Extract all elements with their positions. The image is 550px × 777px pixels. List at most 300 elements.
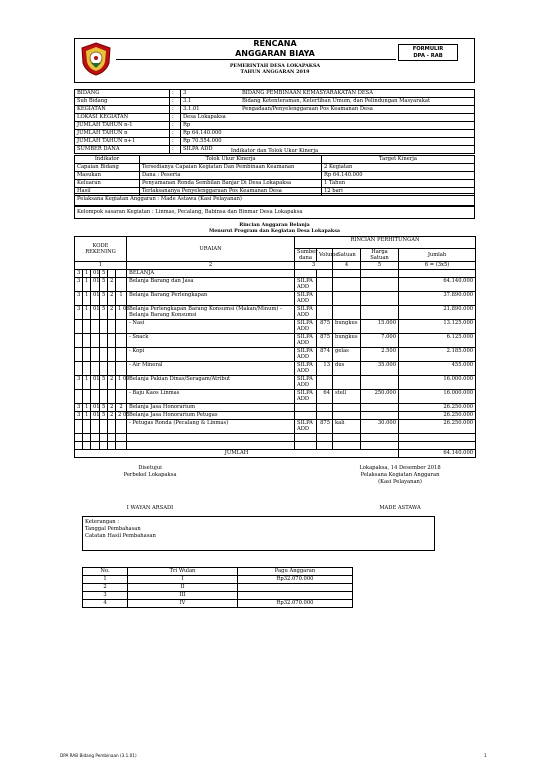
info-label: BIDANG [75,90,170,98]
kode-cell [75,348,83,362]
jumlah-cell: 64.140.000 [399,278,476,292]
empty-cell [108,442,116,450]
kode-cell: 2 [108,278,116,292]
indicator-row [75,172,475,180]
uraian-cell: Belanja Jasa Honorarium Petugas [127,412,295,420]
kode-cell [75,320,83,334]
volume-cell [317,376,333,390]
indicator-cell: 12 bari [322,188,475,196]
indicator-col-header: Tolok Ukur Kinerja [140,156,322,164]
document-title [0,39,550,59]
quarter-col-header: No. [83,568,128,576]
info-separator: : [170,130,181,138]
harga-cell: 30.000 [361,420,399,434]
title-divider [116,59,396,60]
blank-row [75,434,476,442]
indicator-row [75,164,475,172]
kode-cell [91,334,100,348]
uraian-cell: Belanja Jasa Honorarium [127,404,295,412]
volume-cell: 875 [317,420,333,434]
uraian-cell: - Petugas Ronda (Pecalang & Linmas) [127,420,295,434]
quarter-row [83,600,353,608]
kode-cell [116,420,127,434]
satuan-cell [333,412,361,420]
empty-cell [75,442,83,450]
notes-box [82,516,435,551]
harga-cell [361,278,399,292]
uraian-cell: - Snack [127,334,295,348]
info-value [240,114,475,122]
satuan-cell: bungkus [333,320,361,334]
indicator-cell: Terlaksananya Penyelenggaraan Pos Keamanan Desa [140,188,322,196]
empty-cell [399,442,476,450]
kode-cell [83,420,91,434]
info-value [240,138,475,146]
satuan-cell: dus [333,362,361,376]
quarter-cell: Rp32.070.000 [238,576,353,584]
quarter-cell [238,592,353,600]
kode-cell [75,334,83,348]
title-line-1: RENCANA [253,39,297,48]
volume-cell: 13 [317,362,333,376]
quarter-cell: IV [128,600,238,608]
kode-cell: 3 [75,270,83,278]
kode-cell: 01 [91,376,100,390]
note-line: Tanggal Pembahasan [85,526,141,532]
kode-cell: 2 [108,404,116,412]
harga-cell [361,412,399,420]
info-separator: : [170,146,181,154]
pelaksana-box [74,193,475,206]
empty-cell [100,442,108,450]
kode-cell: 3 [75,292,83,306]
empty-cell [333,442,361,450]
header-volume: Volume [317,249,333,262]
kode-cell [116,278,127,292]
uraian-cell: Belanja Perlengkapan Barang Konsumsi (Makan/Minum) - Belanja Barang Konsumsi [127,306,295,320]
volume-cell [317,412,333,420]
jumlah-cell: 455.000 [399,362,476,376]
info-row [75,122,475,130]
empty-cell [127,442,295,450]
empty-cell [317,434,333,442]
kode-cell: 3 [75,306,83,320]
jumlah-cell: 2.185.000 [399,348,476,362]
info-code: Rp 64.140.000 [181,130,241,138]
indicator-cell: Penyamanan Ronda Sembilan Banjar Di Desa Lokapaksa [140,180,322,188]
sumber-dana-cell [295,270,317,278]
title-line-2: ANGGARAN BIAYA [235,49,315,58]
empty-cell [91,442,100,450]
uraian-cell: Belanja Barang Perlengkapan [127,292,295,306]
budget-row [75,292,476,306]
satuan-cell [333,270,361,278]
jumlah-cell: 37.890.000 [399,292,476,306]
jumlah-cell: 26.250.000 [399,404,476,412]
kode-cell [83,320,91,334]
sumber-dana-cell: SILPA ADD [295,320,317,334]
indicator-cell: Hasil [75,188,140,196]
info-label: LOKASI KEGIATAN [75,114,170,122]
info-code: Desa Lokapaksa [181,114,241,122]
kelompok-text: Kelompok sasaran Kegiatan : Linmas, Pecalang, Babinsa dan Binmar Desa Lokapaksa [77,209,303,215]
kode-cell: 5 [100,306,108,320]
uraian-cell: Belanja Pakian Dinas/Seragam/Atribut [127,376,295,390]
info-row [75,106,475,114]
executor-name: MADE ASTAWA [379,505,421,511]
budget-row [75,334,476,348]
kode-cell [100,348,108,362]
budget-row [75,320,476,334]
kode-cell [100,320,108,334]
activity-info-table [74,89,475,154]
empty-cell [127,434,295,442]
quarter-cell: 2 [83,584,128,592]
kode-cell: 01 [91,404,100,412]
kode-cell [75,362,83,376]
sumber-dana-cell: SILPA ADD [295,334,317,348]
info-code: 3.1.01 [181,106,241,114]
quarter-col-header: Tri Wulan [128,568,238,576]
header-kode-rekening: KODE REKENING [75,237,127,262]
empty-cell [361,434,399,442]
info-code: 3 [181,90,241,98]
info-label: KEGIATAN [75,106,170,114]
quarter-cell: III [128,592,238,600]
executor-block: Lokapaksa, 14 Desember 2018 Pelaksana Kegiatan Anggaran (Kasi Pelayanan) [359,465,441,485]
empty-cell [100,434,108,442]
sumber-dana-cell: SILPA ADD [295,348,317,362]
empty-cell [91,434,100,442]
kode-cell: 01 [91,412,100,420]
kode-cell: 5 [100,278,108,292]
harga-cell: 250.000 [361,390,399,404]
empty-cell [116,442,127,450]
quarter-row [83,576,353,584]
info-row [75,114,475,122]
form-code-box: FORMULIR DPA - RAB [398,44,458,61]
indicator-cell: Rp 64.140.000 [322,172,475,180]
indicator-cell: Keluaran [75,180,140,188]
kode-cell: 3 [75,376,83,390]
kode-cell [83,390,91,404]
sumber-dana-cell: SILPA ADD [295,420,317,434]
info-separator: : [170,90,181,98]
kode-cell [108,362,116,376]
budget-row [75,306,476,320]
jumlah-cell [399,270,476,278]
sumber-dana-cell: SILPA ADD [295,306,317,320]
kode-cell: 1 09 [116,376,127,390]
kode-cell: 1 06 [116,306,127,320]
indicator-cell: 2 Kegiatan [322,164,475,172]
harga-cell [361,376,399,390]
kode-cell [83,334,91,348]
volume-cell [317,270,333,278]
kode-cell: 5 [100,404,108,412]
kode-cell [100,334,108,348]
kode-cell: 01 [91,306,100,320]
numrow-uraian: 2 [127,262,295,270]
info-row [75,138,475,146]
empty-cell [399,434,476,442]
pelaksana-text: Pelaksana Kegiatan Anggaran : Made Astawa (Kasi Pelayanan) [77,196,242,202]
harga-cell [361,404,399,412]
budget-row [75,376,476,390]
kode-cell: 1 [83,376,91,390]
quarter-cell: I [128,576,238,584]
total-row [75,450,476,458]
kode-cell [91,390,100,404]
satuan-cell: gelas [333,348,361,362]
header-jumlah: Jumlah [399,249,476,262]
volume-cell [317,306,333,320]
kode-cell [83,348,91,362]
quarter-cell: 3 [83,592,128,600]
kode-cell [116,270,127,278]
header-sumber-dana: Sumber dana [295,249,317,262]
kode-cell: 1 [83,270,91,278]
kode-cell: 3 [75,278,83,292]
numrow-satuan: 4 [333,262,361,270]
kode-cell: 2 [108,376,116,390]
info-value: BIDANG PEMBINAAN KEMASYARAKATAN DESA [240,90,475,98]
info-label: Sub Bidang [75,98,170,106]
subtitle: PEMERINTAH DESA LOKAPAKSA TAHUN ANGGARAN 2019 [229,63,321,75]
indicator-cell: Capaian Bidang [75,164,140,172]
satuan-cell [333,278,361,292]
header-rincian: RINCIAN PERHITUNGAN [295,237,476,249]
budget-row [75,404,476,412]
budget-row [75,348,476,362]
kelompok-box [74,206,475,219]
info-row [75,130,475,138]
info-code: Rp [181,122,241,130]
kode-cell: 1 [83,278,91,292]
sumber-dana-cell: SILPA ADD [295,292,317,306]
info-value [240,122,475,130]
kode-cell: 1 [83,306,91,320]
sumber-dana-cell: SILPA ADD [295,278,317,292]
satuan-cell [333,376,361,390]
uraian-cell: - Kopi [127,348,295,362]
uraian-cell: - Air Mineral [127,362,295,376]
kode-cell [108,270,116,278]
uraian-cell: - Nasi [127,320,295,334]
numrow-volume: 3 [295,262,333,270]
uraian-cell: Belanja Barang dan Jasa [127,278,295,292]
kode-cell [91,362,100,376]
indicator-cell: Tersedianya Capaian Kegiatan Dan Pembinaan Keamanan [140,164,322,172]
harga-cell [361,292,399,306]
kode-cell [91,320,100,334]
kode-cell: 1 [116,292,127,306]
kode-cell [116,348,127,362]
header-satuan: Satuan [333,249,361,262]
approver-name: I WAYAN ARSADI [126,505,174,511]
kode-cell: 5 [100,292,108,306]
satuan-cell: kali [333,420,361,434]
volume-cell: 64 [317,390,333,404]
kode-cell: 2 [116,404,127,412]
numrow-kode: 1 [75,262,127,270]
numrow-harga: 5 [361,262,399,270]
empty-cell [108,434,116,442]
budget-row [75,390,476,404]
quarter-cell: 1 [83,576,128,584]
quarter-cell: II [128,584,238,592]
quarter-table [82,567,353,608]
indicator-table [74,155,475,196]
uraian-cell: - Baju Kaos Linmas [127,390,295,404]
kode-cell: 2 [108,306,116,320]
info-code: SILPA ADD [181,146,241,154]
empty-cell [295,434,317,442]
kode-cell [116,320,127,334]
info-code: Rp 70.554.000 [181,138,241,146]
volume-cell: 875 [317,320,333,334]
info-row [75,90,475,98]
kode-cell: 5 [100,412,108,420]
harga-cell [361,306,399,320]
jumlah-cell: 16.000.000 [399,376,476,390]
quarter-cell [238,584,353,592]
kode-cell: 01 [91,270,100,278]
sumber-dana-cell [295,412,317,420]
sumber-dana-cell: SILPA ADD [295,362,317,376]
kode-cell [100,420,108,434]
jumlah-cell: 26.250.000 [399,420,476,434]
blank-row [75,442,476,450]
volume-cell: 875 [317,334,333,348]
info-separator: : [170,122,181,130]
info-code: 3.1 [181,98,241,106]
kode-cell [75,420,83,434]
kode-cell: 2 05 [116,412,127,420]
kode-cell [100,362,108,376]
empty-cell [83,442,91,450]
kode-cell: 01 [91,278,100,292]
satuan-cell: bungkus [333,334,361,348]
satuan-cell [333,404,361,412]
page-number: 1 [484,753,487,758]
info-row [75,98,475,106]
quarter-cell: 4 [83,600,128,608]
kode-cell [108,320,116,334]
satuan-cell: stell [333,390,361,404]
info-separator: : [170,106,181,114]
jumlah-cell: 21.890.000 [399,306,476,320]
volume-cell [317,278,333,292]
sumber-dana-cell: SILPA ADD [295,390,317,404]
numrow-jumlah: 6 = (3x5) [399,262,476,270]
kode-cell [100,390,108,404]
volume-cell [317,292,333,306]
total-label: JUMLAH [75,450,399,458]
kode-cell: 1 [83,412,91,420]
harga-cell [361,270,399,278]
footer-left-text: DPA RAB Bidang Pembinaan (3.1.01) [60,753,137,758]
quarter-row [83,592,353,600]
header-uraian: URAIAN [127,237,295,262]
kode-cell: 01 [91,292,100,306]
sumber-dana-cell [295,404,317,412]
indicator-heading: Indikator dan Tolok Ukur Kinerja [230,148,319,154]
satuan-cell [333,292,361,306]
indicator-cell: 1 Tahun [322,180,475,188]
indicator-col-header: Target Kinerja [322,156,475,164]
info-label: JUMLAH TAHUN n-1 [75,122,170,130]
quarter-row [83,584,353,592]
jumlah-cell: 26.250.000 [399,412,476,420]
budget-table [74,236,476,458]
total-value: 64.140.000 [399,450,476,458]
volume-cell [317,404,333,412]
budget-row [75,362,476,376]
kode-cell [108,390,116,404]
info-label: JUMLAH TAHUN n [75,130,170,138]
info-value: Bidang Ketenteraman, Ketertiban Umum, dan Pelindungan Masyarakat [240,98,475,106]
jumlah-cell: 6.125.000 [399,334,476,348]
harga-cell: 35.000 [361,362,399,376]
info-separator: : [170,98,181,106]
empty-cell [116,434,127,442]
kode-cell [108,420,116,434]
empty-cell [317,442,333,450]
kode-cell: 3 [75,404,83,412]
harga-cell: 15.000 [361,320,399,334]
harga-cell: 2.500 [361,348,399,362]
kode-cell [108,348,116,362]
note-line: Keterangan : [85,519,120,525]
quarter-cell: Rp32.070.000 [238,600,353,608]
kode-cell [91,420,100,434]
approver-block: Disetujui Perbekel Lokapaksa [123,465,177,478]
budget-row [75,270,476,278]
empty-cell [295,442,317,450]
info-value [240,130,475,138]
quarter-col-header: Pagu Anggaran [238,568,353,576]
volume-cell: 874 [317,348,333,362]
rincian-title: Rincian Anggaran Belanja Menurut Program dan Kegiatan Desa Lokapaksa [208,222,341,234]
header-harga-satuan: Harga Satuan [361,249,399,262]
kode-cell: 1 [83,404,91,412]
empty-cell [333,434,361,442]
kode-cell: 5 [100,376,108,390]
satuan-cell [333,306,361,320]
harga-cell: 7.000 [361,334,399,348]
kode-cell: 1 [83,292,91,306]
kode-cell [91,348,100,362]
indicator-cell: Masukan [75,172,140,180]
empty-cell [83,434,91,442]
empty-cell [361,442,399,450]
empty-cell [75,434,83,442]
indicator-cell: Dana : Peserta [140,172,322,180]
jumlah-cell: 13.125.000 [399,320,476,334]
kode-cell [108,334,116,348]
budget-row [75,278,476,292]
info-separator: : [170,138,181,146]
budget-row [75,420,476,434]
kode-cell: 2 [108,412,116,420]
note-line: Catatan Hasil Pembahasan [85,533,156,539]
sumber-dana-cell: SILPA ADD [295,376,317,390]
kode-cell: 3 [75,412,83,420]
kode-cell: 5 [100,270,108,278]
indicator-col-header: Indikator [75,156,140,164]
kode-cell: 2 [108,292,116,306]
